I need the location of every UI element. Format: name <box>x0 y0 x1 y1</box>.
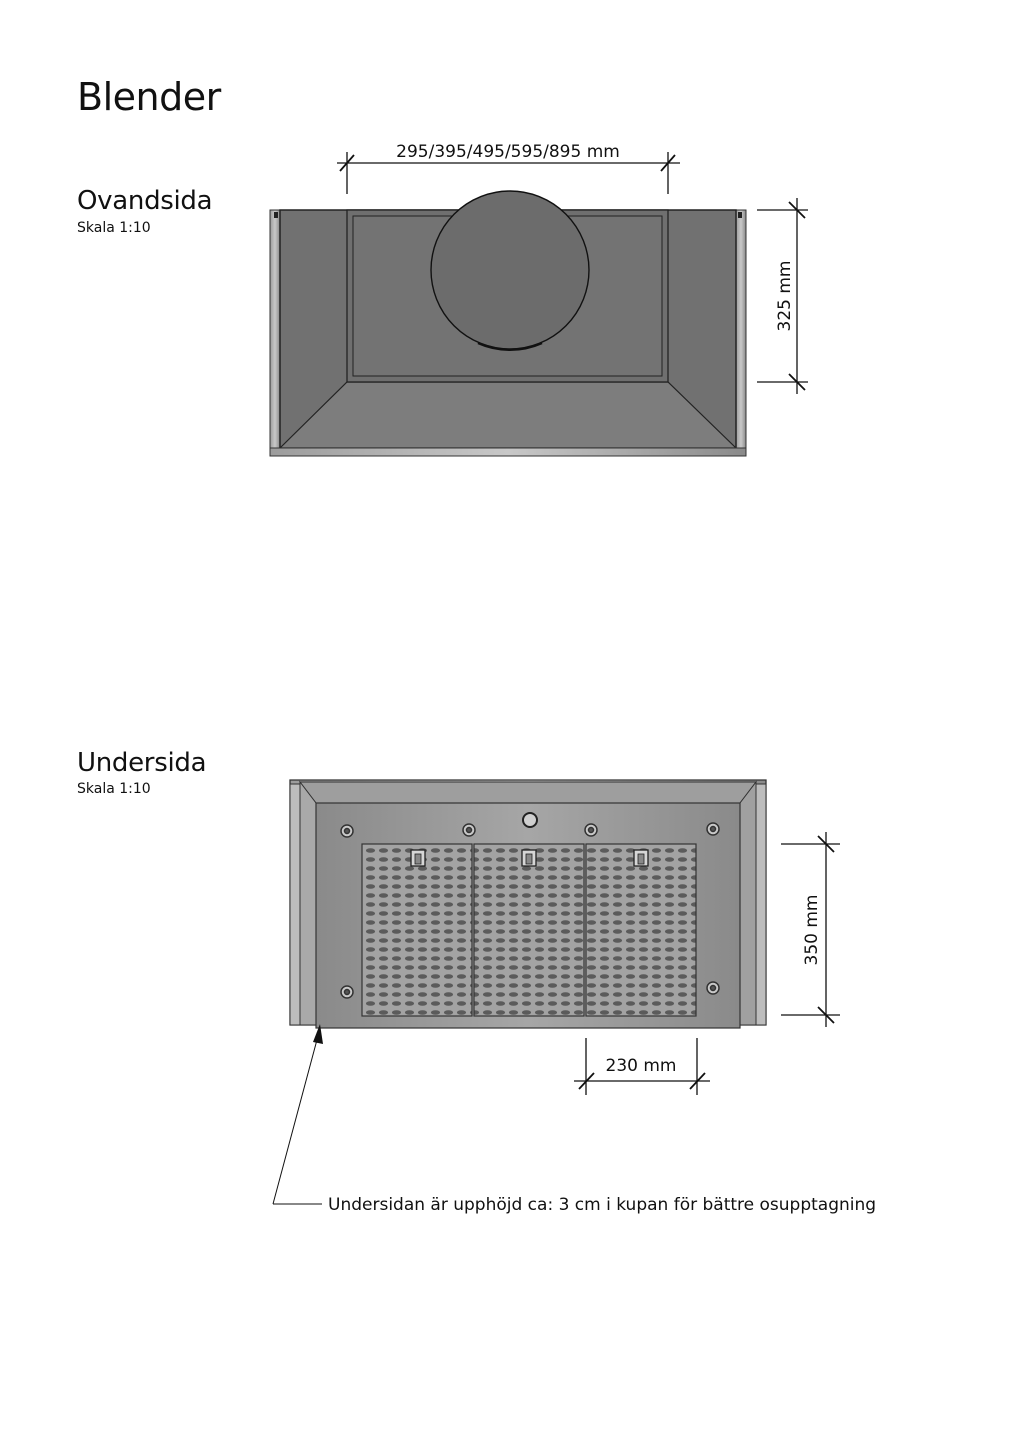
filter-left <box>362 844 472 1016</box>
bottom-view-heading: Undersida <box>77 748 207 778</box>
bottom-height-dimension <box>781 832 840 1027</box>
bottom-view-drawing <box>273 780 876 1215</box>
top-depth-label: 325 mm <box>775 260 795 332</box>
callout-note: Undersidan är upphöjd ca: 3 cm i kupan för bättre osupptagning <box>328 1195 877 1215</box>
filter-width-label: 230 mm <box>605 1056 677 1076</box>
raised-underside-callout <box>273 1024 876 1215</box>
bottom-height-label: 350 mm <box>802 894 822 966</box>
top-view-heading: Ovandsida <box>77 186 213 216</box>
top-depth-dimension <box>757 198 808 394</box>
bottom-view-scale: Skala 1:10 <box>77 781 151 797</box>
page-title: Blender <box>77 75 221 120</box>
filter-width-dimension <box>574 1038 710 1095</box>
top-width-dimension <box>337 142 680 194</box>
top-view-scale: Skala 1:10 <box>77 220 151 236</box>
top-hood-body <box>270 191 746 456</box>
filter-right <box>586 844 696 1016</box>
top-width-label: 295/395/495/595/895 mm <box>396 142 620 162</box>
top-view-drawing <box>270 142 808 456</box>
grease-filters <box>362 844 696 1016</box>
filter-middle <box>474 844 584 1016</box>
